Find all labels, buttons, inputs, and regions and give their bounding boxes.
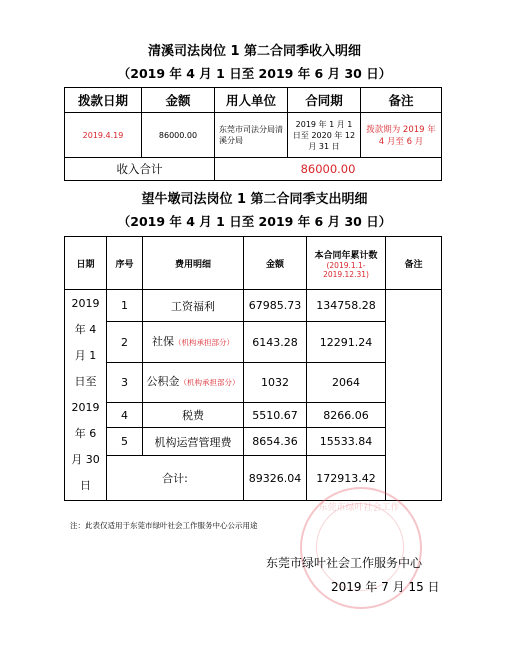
row-amount: 5510.67 [244, 403, 307, 428]
signature-date: 2019 年 7 月 15 日 [331, 580, 440, 594]
expense-total-cumulative: 172913.42 [307, 456, 386, 501]
header-remark: 备注 [361, 88, 442, 113]
income-total-value: 86000.00 [215, 158, 442, 181]
table-row [65, 290, 442, 322]
header-item: 费用明细 [143, 237, 244, 290]
row-item-note: （机构承担部分） [174, 337, 234, 347]
income-employer: 东莞市司法分局清溪分局 [215, 113, 288, 158]
expense-remark-cell [386, 290, 442, 501]
footer-note: 注：此表仅适用于东莞市绿叶社会工作服务中心公示用途 [70, 521, 258, 530]
income-row [65, 113, 442, 158]
row-amount: 67985.73 [244, 290, 307, 322]
table-row [65, 363, 442, 403]
row-amount: 1032 [244, 363, 307, 403]
cumulative-range: (2019.1.1-2019.12.31) [323, 260, 369, 279]
row-item: 税费 [143, 403, 244, 428]
income-total-label: 收入合计 [65, 158, 215, 181]
row-item: 工资福利 [143, 290, 244, 322]
expense-date-range: 2019 年 4 月 1 日至 2019 年 6 月 30 日 [65, 290, 107, 501]
row-cumulative: 15533.84 [307, 428, 386, 456]
row-item-note: （机构承担部分） [179, 378, 240, 387]
header-cumulative [307, 237, 386, 290]
expense-table [64, 236, 442, 501]
income-remark: 拨款期为 2019 年 4 月至 6 月 [361, 113, 442, 158]
income-amount: 86000.00 [142, 113, 215, 158]
header-seq: 序号 [107, 237, 143, 290]
header-allocation-date: 拨款日期 [65, 88, 142, 113]
expense-title: 望牛墩司法岗位 1 第二合同季支出明细 [141, 192, 368, 207]
seal-text: 东莞市绿叶社会工作 [318, 503, 400, 513]
income-title: 清溪司法岗位 1 第二合同季收入明细 [147, 44, 362, 59]
row-cumulative: 2064 [307, 363, 386, 403]
row-seq: 2 [107, 322, 143, 363]
row-cumulative: 8266.06 [307, 403, 386, 428]
cumulative-label: 本合同年累计数 [314, 250, 378, 261]
row-item: 机构运营管理费 [143, 428, 244, 456]
table-row [65, 322, 442, 363]
row-item: 公积金（机构承担部分） [143, 363, 244, 403]
expense-period: （2019 年 4 月 1 日至 2019 年 6 月 30 日） [117, 214, 392, 229]
row-seq: 1 [107, 290, 143, 322]
income-table [64, 87, 442, 181]
header-date: 日期 [65, 237, 107, 290]
income-date: 2019.4.19 [65, 113, 142, 158]
income-total-row [65, 158, 442, 181]
row-item: 社保（机构承担部分） [143, 322, 244, 363]
expense-total-amount: 89326.04 [244, 456, 307, 501]
row-amount: 6143.28 [244, 322, 307, 363]
organization-name: 东莞市绿叶社会工作服务中心 [266, 556, 423, 570]
header-contract-period: 合同期 [288, 88, 361, 113]
income-header-row [65, 88, 442, 113]
income-period: （2019 年 4 月 1 日至 2019 年 6 月 30 日） [117, 66, 392, 81]
header-employer: 用人单位 [215, 88, 288, 113]
row-cumulative: 12291.24 [307, 322, 386, 363]
income-contract: 2019 年 1 月 1 日至 2020 年 12 月 31 日 [288, 113, 361, 158]
row-seq: 3 [107, 363, 143, 403]
header-amount: 金额 [244, 237, 307, 290]
row-cumulative: 134758.28 [307, 290, 386, 322]
table-row [65, 403, 442, 428]
row-seq: 5 [107, 428, 143, 456]
header-remark: 备注 [386, 237, 442, 290]
expense-header-row [65, 237, 442, 290]
row-seq: 4 [107, 403, 143, 428]
expense-total-label: 合计: [107, 456, 244, 501]
table-row [65, 428, 442, 456]
header-amount: 金额 [142, 88, 215, 113]
row-amount: 8654.36 [244, 428, 307, 456]
